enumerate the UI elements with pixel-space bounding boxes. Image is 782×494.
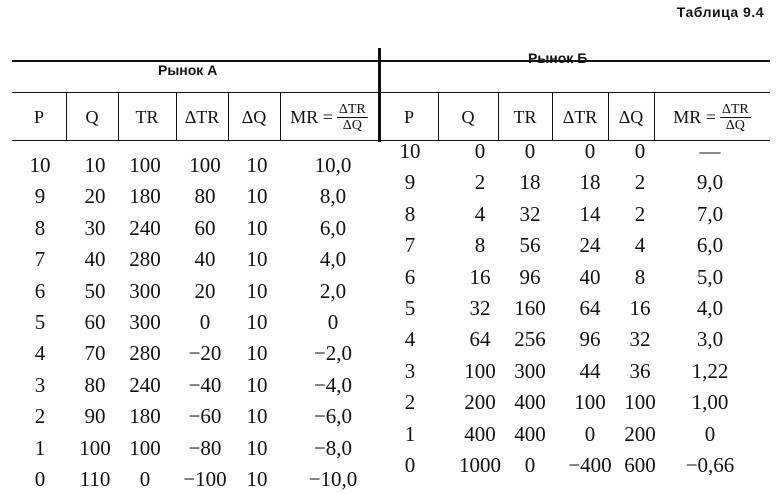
market-b-cell-mr: 4,0	[696, 296, 724, 320]
market-b-header-mr-label: MR =	[673, 106, 716, 127]
market-b-title: Рынок Б	[528, 50, 588, 66]
market-a-cell-p: 3	[34, 372, 46, 397]
market-b-cell-delta-tr: 18	[579, 170, 601, 195]
market-b-cell-p: 6	[404, 264, 416, 289]
subheader-rule	[12, 92, 770, 93]
market-b-cell-tr: 18	[519, 170, 541, 195]
market-a-cell-q: 100	[79, 435, 111, 460]
market-a-cell-mr: −8,0	[313, 435, 353, 460]
market-a-cell-p: 2	[34, 404, 46, 429]
market-a-cell-delta-q: 10	[246, 184, 268, 209]
market-b-header-q-label: Q	[461, 106, 475, 127]
market-a-header-delta-tr-label: ΔTR	[184, 106, 220, 127]
market-a-cell-q: 80	[84, 372, 106, 397]
market-b-cell-mr: 5,0	[696, 264, 724, 289]
market-a-cell-mr: 8,0	[319, 184, 347, 209]
market-a-cell-tr: 300	[129, 310, 161, 334]
market-a-cell-p: 0	[34, 467, 46, 491]
market-b-cell-tr: 256	[514, 327, 546, 352]
market-a-cell-mr: 2,0	[319, 278, 347, 303]
market-a-cell-q: 70	[84, 341, 106, 366]
market-b-cell-q: 0	[474, 139, 486, 163]
market-a-header-mr	[280, 94, 378, 140]
market-a-cell-q: 20	[84, 184, 106, 209]
market-a-cell-q: 50	[84, 278, 106, 303]
market-a-cell-delta-tr: −20	[188, 341, 222, 366]
market-b-header-tr-label: TR	[513, 106, 537, 127]
market-a-mr-fraction	[337, 102, 368, 133]
market-a-mr-denominator: ΔQ	[342, 117, 362, 133]
market-b-cell-tr: 56	[519, 233, 541, 258]
market-a-cell-delta-q: 10	[246, 467, 268, 491]
market-b-cell-delta-q: 200	[624, 421, 656, 446]
market-b-cell-tr: 0	[524, 139, 536, 163]
market-b-cell-mr: 1,00	[691, 390, 729, 415]
market-b-cell-mr: 6,0	[696, 233, 724, 258]
market-b-cell-delta-tr: 44	[579, 358, 601, 383]
market-b-cell-delta-tr: 40	[579, 264, 601, 289]
market-a-cell-p: 1	[34, 435, 46, 460]
market-a-cell-delta-q: 10	[246, 341, 268, 366]
market-a-header-delta-q	[228, 94, 280, 140]
market-a-cell-mr: −10,0	[308, 467, 358, 491]
market-b-cell-mr: −0,66	[685, 453, 735, 477]
market-a-cell-delta-tr: −100	[183, 467, 227, 491]
market-b-header-p	[380, 94, 438, 140]
market-a-cell-delta-tr: 80	[194, 184, 216, 209]
market-a-cell-mr: −6,0	[313, 404, 353, 429]
market-a-cell-delta-q: 10	[246, 310, 268, 334]
market-a-header-p-label: P	[33, 106, 44, 127]
market-a-cell-q: 110	[79, 467, 111, 491]
market-b-header-delta-tr-label: ΔTR	[562, 106, 598, 127]
market-a-cell-p: 5	[34, 310, 46, 334]
market-b-cell-p: 4	[404, 327, 416, 352]
market-a-cell-delta-tr: 40	[194, 247, 216, 272]
market-b-cell-delta-tr: 14	[579, 201, 601, 226]
market-a-cell-p: 4	[34, 341, 46, 366]
market-a-cell-q: 10	[84, 153, 106, 177]
market-b-header-delta-tr	[552, 94, 608, 140]
table-caption: Таблица 9.4	[676, 4, 764, 20]
top-rule	[12, 60, 770, 62]
market-a-title: Рынок А	[158, 62, 218, 78]
market-b-cell-mr: —	[699, 139, 721, 163]
market-a-cell-p: 6	[34, 278, 46, 303]
market-a-header-q-label: Q	[85, 106, 99, 127]
market-b-mr-denominator: ΔQ	[725, 117, 745, 133]
market-b-cell-delta-q: 2	[634, 201, 646, 226]
market-b-cell-p: 8	[404, 201, 416, 226]
market-b-cell-mr: 3,0	[696, 327, 724, 352]
market-b-cell-delta-tr: 24	[579, 233, 601, 258]
market-a-cell-mr: 10,0	[314, 153, 352, 177]
market-b-cell-p: 5	[404, 296, 416, 320]
market-b-header-p-label: P	[403, 106, 414, 127]
market-b-cell-mr: 1,22	[691, 358, 729, 383]
market-a-cell-delta-tr: −80	[188, 435, 222, 460]
market-a-cell-mr: 4,0	[319, 247, 347, 272]
market-a-cell-mr: 6,0	[319, 215, 347, 240]
market-a-header-delta-q-label: ΔQ	[241, 106, 267, 127]
market-b-cell-mr: 9,0	[696, 170, 724, 195]
market-b-cell-q: 8	[474, 233, 486, 258]
market-b-cell-p: 10	[399, 139, 421, 163]
market-b-cell-delta-q: 8	[634, 264, 646, 289]
market-b-header-tr	[498, 94, 552, 140]
market-b-cell-delta-tr: 0	[584, 421, 596, 446]
market-a-cell-tr: 280	[129, 247, 161, 272]
market-a-cell-tr: 300	[129, 278, 161, 303]
market-a-cell-delta-tr: 100	[189, 153, 221, 177]
market-b-mr-numerator: ΔTR	[721, 101, 749, 117]
market-a-cell-tr: 180	[129, 184, 161, 209]
market-a-cell-delta-q: 10	[246, 215, 268, 240]
market-a-cell-delta-q: 10	[246, 372, 268, 397]
market-a-cell-p: 8	[34, 215, 46, 240]
market-b-cell-q: 400	[464, 421, 496, 446]
market-b-cell-mr: 0	[704, 421, 716, 446]
market-a-header-tr	[118, 94, 176, 140]
market-b-cell-delta-q: 36	[629, 358, 651, 383]
market-b-cell-tr: 160	[514, 296, 546, 320]
market-a-cell-tr: 100	[129, 153, 161, 177]
market-a-header-p	[12, 94, 66, 140]
market-a-cell-delta-q: 10	[246, 247, 268, 272]
market-b-cell-delta-tr: 100	[574, 390, 606, 415]
market-a-cell-mr: −4,0	[313, 372, 353, 397]
market-b-cell-delta-q: 2	[634, 170, 646, 195]
market-b-cell-tr: 96	[519, 264, 541, 289]
market-b-cell-p: 1	[404, 421, 416, 446]
market-a-cell-delta-tr: −40	[188, 372, 222, 397]
market-b-cell-tr: 400	[514, 390, 546, 415]
market-a-cell-tr: 0	[139, 467, 151, 491]
market-a-cell-q: 40	[84, 247, 106, 272]
market-b-cell-delta-tr: 0	[584, 139, 596, 163]
market-a-cell-delta-tr: 0	[199, 310, 211, 334]
market-b-cell-delta-q: 0	[634, 139, 646, 163]
market-b-cell-delta-q: 32	[629, 327, 651, 352]
market-a-header-delta-tr	[176, 94, 228, 140]
market-b-cell-p: 9	[404, 170, 416, 195]
market-b-cell-p: 7	[404, 233, 416, 258]
market-b-cell-q: 1000	[459, 453, 501, 477]
market-a-cell-delta-q: 10	[246, 435, 268, 460]
market-b-header-mr	[654, 94, 770, 140]
market-b-cell-tr: 32	[519, 201, 541, 226]
market-b-mr-fraction	[720, 102, 751, 133]
market-a-cell-p: 7	[34, 247, 46, 272]
market-a-cell-delta-q: 10	[246, 278, 268, 303]
market-a-cell-tr: 100	[129, 435, 161, 460]
market-b-cell-tr: 0	[524, 453, 536, 477]
market-b-cell-p: 0	[404, 453, 416, 477]
market-a-cell-q: 30	[84, 215, 106, 240]
market-b-cell-tr: 400	[514, 421, 546, 446]
market-b-header-q	[438, 94, 498, 140]
market-a-cell-delta-q: 10	[246, 404, 268, 429]
market-b-cell-p: 3	[404, 358, 416, 383]
market-b-cell-mr: 7,0	[696, 201, 724, 226]
market-b-cell-tr: 300	[514, 358, 546, 383]
market-a-cell-tr: 240	[129, 215, 161, 240]
market-a-cell-tr: 280	[129, 341, 161, 366]
market-b-cell-delta-q: 100	[624, 390, 656, 415]
market-b-cell-p: 2	[404, 390, 416, 415]
market-b-cell-q: 100	[464, 358, 496, 383]
market-a-cell-delta-q: 10	[246, 153, 268, 177]
market-b-cell-delta-q: 16	[629, 296, 651, 320]
market-a-cell-p: 10	[29, 153, 51, 177]
market-b-cell-q: 64	[469, 327, 491, 352]
market-b-cell-q: 200	[464, 390, 496, 415]
market-a-header-mr-label: MR =	[290, 106, 333, 127]
market-a-header-tr-label: TR	[135, 106, 159, 127]
market-b-cell-q: 32	[469, 296, 491, 320]
market-a-cell-mr: 0	[327, 310, 339, 334]
market-b-header-delta-q-label: ΔQ	[618, 106, 644, 127]
market-a-cell-delta-tr: 20	[194, 278, 216, 303]
market-a-cell-q: 90	[84, 404, 106, 429]
market-b-cell-q: 2	[474, 170, 486, 195]
market-b-cell-q: 4	[474, 201, 486, 226]
market-b-cell-delta-q: 600	[624, 453, 656, 477]
market-a-header-q	[66, 94, 118, 140]
market-a-cell-delta-tr: −60	[188, 404, 222, 429]
market-a-cell-tr: 240	[129, 372, 161, 397]
market-a-mr-numerator: ΔTR	[338, 101, 366, 117]
market-b-cell-q: 16	[469, 264, 491, 289]
market-b-cell-delta-tr: −400	[568, 453, 612, 477]
market-b-cell-delta-tr: 96	[579, 327, 601, 352]
market-a-cell-p: 9	[34, 184, 46, 209]
market-a-cell-mr: −2,0	[313, 341, 353, 366]
market-a-cell-delta-tr: 60	[194, 215, 216, 240]
market-b-header-delta-q	[608, 94, 654, 140]
market-b-cell-delta-tr: 64	[579, 296, 601, 320]
market-a-cell-tr: 180	[129, 404, 161, 429]
market-a-cell-q: 60	[84, 310, 106, 334]
market-b-cell-delta-q: 4	[634, 233, 646, 258]
